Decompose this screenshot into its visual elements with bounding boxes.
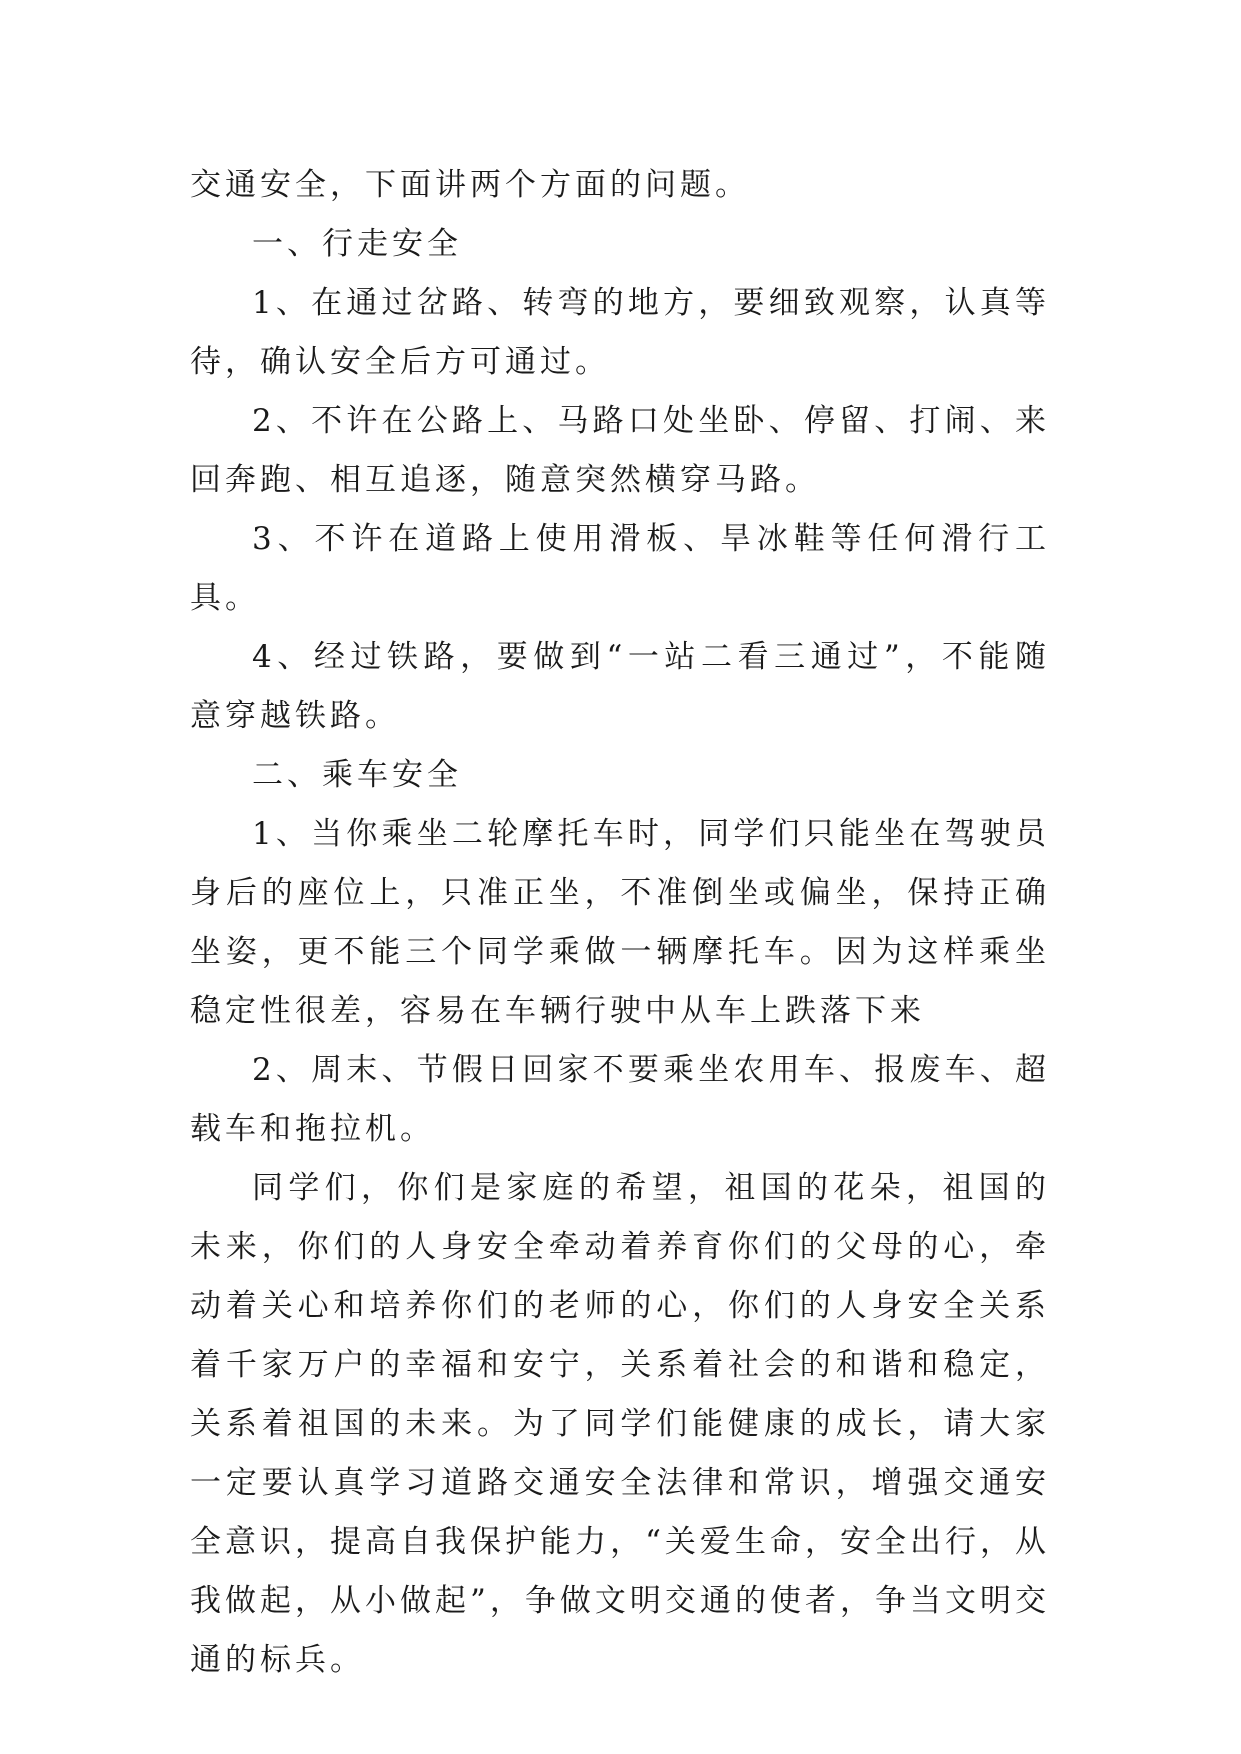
section-heading-riding-safety: 二、乘车安全 — [252, 757, 462, 793]
paragraph-riding-rule-1: 1、当你乘坐二轮摩托车时，同学们只能坐在驾驶员身后的座位上，只准正坐，不准倒坐或偏坐，保持正确坐姿，更不能三个同学乘做一辆摩托车。因为这样乘坐稳定性很差，容易在车辆行驶中从车上跌落下来 — [190, 816, 1050, 1029]
paragraph-walking-rule-4: 4、经过铁路，要做到“一站二看三通过”，不能随意穿越铁路。 — [190, 639, 1050, 734]
paragraph-intro-continuation: 交通安全，下面讲两个方面的问题。 — [190, 167, 750, 203]
paragraph-walking-rule-3: 3、不许在道路上使用滑板、旱冰鞋等任何滑行工具。 — [190, 521, 1050, 616]
document-body — [190, 156, 1050, 1690]
paragraph-walking-rule-1: 1、在通过岔路、转弯的地方，要细致观察，认真等待，确认安全后方可通过。 — [190, 285, 1050, 380]
section-heading-walking-safety: 一、行走安全 — [252, 226, 462, 262]
paragraph-closing: 同学们，你们是家庭的希望，祖国的花朵，祖国的未来，你们的人身安全牵动着养育你们的父母的心，牵动着关心和培养你们的老师的心，你们的人身安全关系着千家万户的幸福和安宁，关系着社会的和谐和稳定，关系着祖国的未来。为了同学们能健康的成长，请大家一定要认真学习道路交通安全法律和常识，增强交通安全意识，提高自我保护能力，“关爱生命，安全出行，从我做起，从小做起”，争做文明交通的使者，争当文明交通的标兵。 — [190, 1170, 1050, 1678]
paragraph-riding-rule-2: 2、周末、节假日回家不要乘坐农用车、报废车、超载车和拖拉机。 — [190, 1052, 1050, 1147]
paragraph-walking-rule-2: 2、不许在公路上、马路口处坐卧、停留、打闹、来回奔跑、相互追逐，随意突然横穿马路。 — [190, 403, 1050, 498]
